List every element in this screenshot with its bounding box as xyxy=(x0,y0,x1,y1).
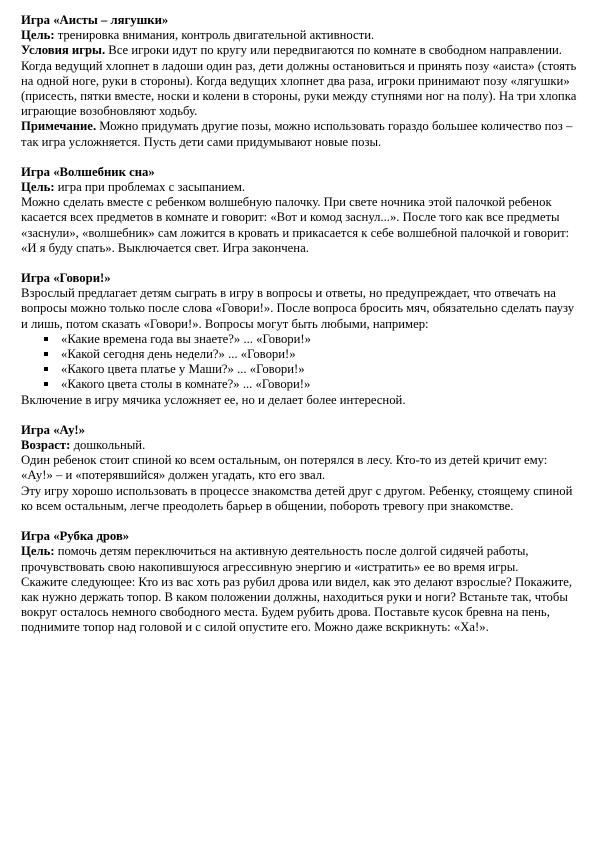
age-label: Возраст: xyxy=(21,438,71,453)
description-paragraph: Когда ведущий хлопнет в ладоши один раз, дети должны остановиться и принять позу «аиста» (стоять на одной ноге, руки в стороны). Когда ведущих хлопнет два раза, игроки принимают позу «лягушки» (присесть, пятки вместе, носки и колени в стороны, руки между ступнями ног на полу). На три хлопка играющие возобновляют ходьбу. xyxy=(21,58,577,119)
game-storks-frogs xyxy=(21,13,581,150)
list-item: «Какие времена года вы знаете?» ... «Говори!» xyxy=(44,332,581,347)
game-au xyxy=(21,423,581,514)
goal-text: игра при проблемах с засыпанием. xyxy=(54,180,246,195)
age-text: дошкольный. xyxy=(70,438,146,453)
game-title: Игра «Волшебник сна» xyxy=(21,164,155,179)
list-item: «Какого цвета столы в комнате?» ... «Говори!» xyxy=(44,377,581,392)
rules-text: Все игроки идут по кругу или передвигаются по комнате в свободном направлении. xyxy=(105,43,562,58)
age-paragraph xyxy=(21,438,581,453)
note-text: Можно придумать другие позы, можно использовать гораздо большее количество поз – так игра усложняется. Пусть дети сами придумывают новые позы. xyxy=(21,119,573,149)
list-item: «Какого цвета платье у Маши?» ... «Говори!» xyxy=(44,362,581,377)
game-speak xyxy=(21,271,581,408)
goal-paragraph xyxy=(21,544,581,574)
goal-text: тренировка внимания, контроль двигательной активности. xyxy=(54,28,375,43)
goal-label: Цель: xyxy=(21,180,55,195)
game-sleep-wizard xyxy=(21,165,581,256)
list-item: «Какой сегодня день недели?» ... «Говори!» xyxy=(44,347,581,362)
description-paragraph: Скажите следующее: Кто из вас хоть раз рубил дрова или видел, как это делают взрослые? Покажите, как нужно держать топор. В каком положении должны, находиться руки и ноги? Встаньте так, чтобы вокруг осталось немного свободного места. Будем рубить дрова. Поставьте кусок бревна на пень, поднимите топор над головой и с силой опустите его. Можно даже вскрикнуть: «Ха!». xyxy=(21,574,572,635)
description-paragraph: Можно сделать вместе с ребенком волшебную палочку. При свете ночника этой палочкой ребенок касается всех предметов в комнате и говорит: «Вот и комод заснул...». После того как все предметы «заснули», «волшебник» сам ложится в кровать и прикасается к себе волшебной палочкой и говорит: «И я буду спать». Выключается свет. Игра закончена. xyxy=(21,195,570,255)
game-title: Игра «Рубка дров» xyxy=(21,529,130,544)
usage-paragraph: Эту игру хорошо использовать в процессе знакомства детей друг с другом. Ребенку, стоящему спиной ко всем остальным, легче преодолеть барьер в общении, побороть тревогу при знакомстве. xyxy=(21,483,573,513)
rules-paragraph xyxy=(21,43,581,58)
closing-paragraph: Включение в игру мячика усложняет ее, но и делает более интересной. xyxy=(21,392,406,407)
game-wood-chopping xyxy=(21,529,581,635)
goal-paragraph xyxy=(21,28,581,43)
goal-text: помочь детям переключиться на активную деятельность после долгой сидячей работы, прочувствовать свою накопившуюся агрессивную энергию и «истратить» ее во время игры. xyxy=(21,544,529,574)
game-title: Игра «Ау!» xyxy=(21,422,85,437)
game-title: Игра «Аисты – лягушки» xyxy=(21,13,169,27)
note-paragraph xyxy=(21,119,581,149)
question-list xyxy=(21,332,581,393)
goal-label: Цель: xyxy=(21,28,55,43)
goal-paragraph xyxy=(21,180,581,195)
description-paragraph: Один ребенок стоит спиной ко всем остальным, он потерялся в лесу. Кто-то из детей кричит ему: «Ау!» – и «потерявшийся» должен угадать, кто его звал. xyxy=(21,453,548,483)
goal-label: Цель: xyxy=(21,544,55,559)
rules-label: Условия игры. xyxy=(21,43,106,58)
game-title: Игра «Говори!» xyxy=(21,271,111,286)
document-page xyxy=(21,13,581,651)
description-paragraph: Взрослый предлагает детям сыграть в игру в вопросы и ответы, но предупреждает, что отвечать на вопросы можно только после слова «Говори!». После вопроса бросить мяч, обязательно сделать паузу и лишь, потом сказать «Говори!». Вопросы могут быть любыми, например: xyxy=(21,286,575,331)
note-label: Примечание. xyxy=(21,119,97,134)
